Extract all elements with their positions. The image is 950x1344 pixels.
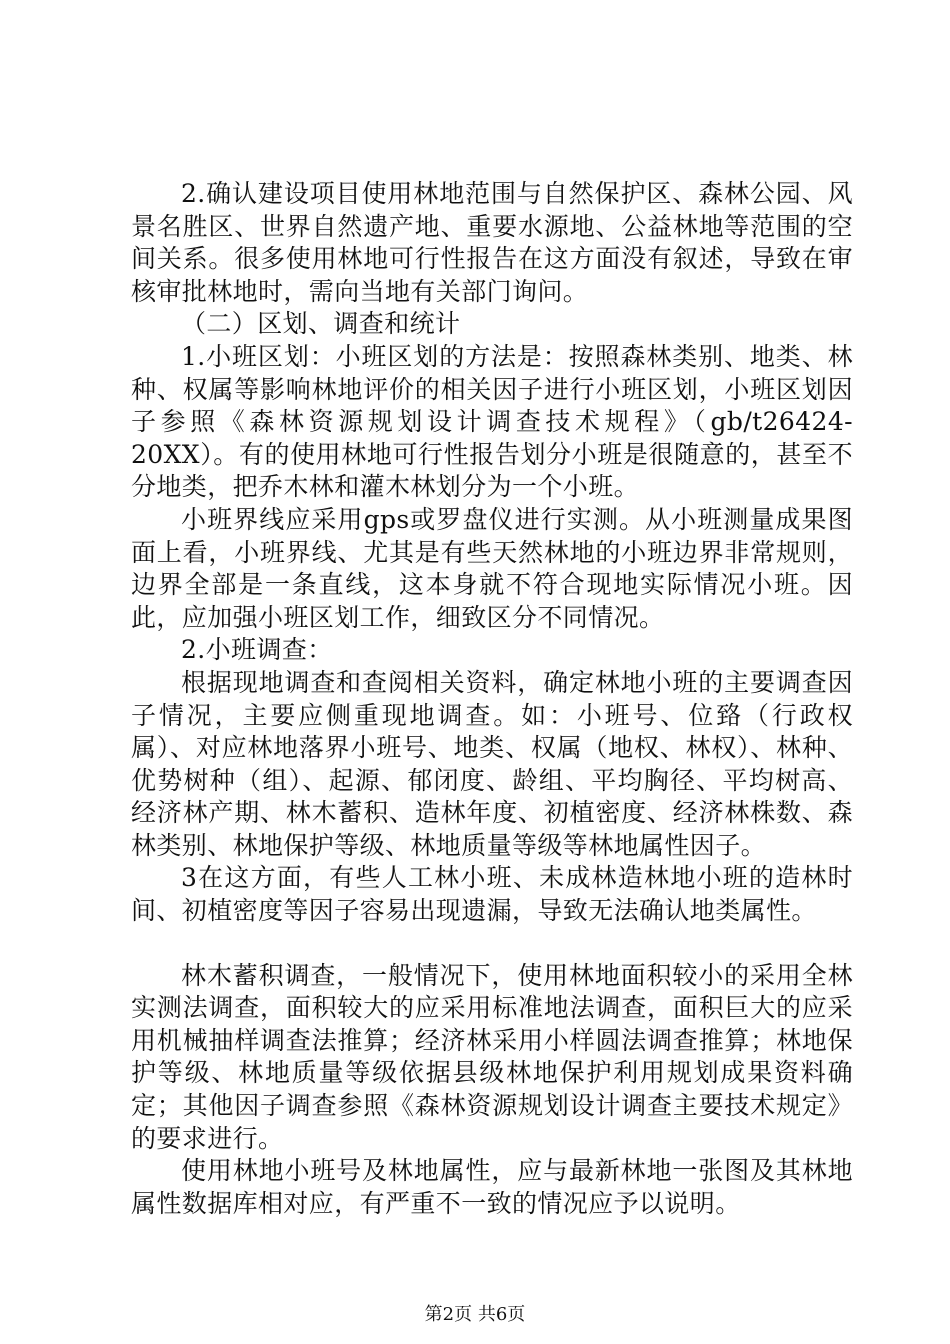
page-number-footer: 第2页 共6页 [424,1304,526,1325]
paragraph-boundary-survey: 小班界线应采用gps或罗盘仪进行实测。从小班测量成果图面上看，小班界线、尤其是有些天然林地的小班边界非常规则，边界全部是一条直线，这本身就不符合现地实际情况小班。因此，应加强小班区划工作，细致区分不同情况。 [131,504,853,632]
document-body [131,178,853,1220]
paragraph-omissions: 3在这方面，有些人工林小班、未成林造林地小班的造林时间、初植密度等因子容易出现遗漏，导致无法确认地类属性。 [131,863,853,926]
paragraph-subcompartment-zoning: 1.小班区划：小班区划的方法是：按照森林类别、地类、林种、权属等影响林地评价的相关因子进行小班区划，小班区划因子参照《森林资源规划设计调查技术规程》（gb/t26424-20XX）。有的使用林地可行性报告划分小班是很随意的，甚至不分地类，把乔木林和灌木林划分为一个小班。 [131,341,853,502]
paragraph-volume-survey: 林木蓄积调查，一般情况下，使用林地面积较小的采用全林实测法调查，面积较大的应采用标准地法调查，面积巨大的应采用机械抽样调查法推算；经济林采用小样圆法调查推算；林地保护等级、林地质量等级依据县级林地保护利用规划成果资料确定；其他因子调查参照《森林资源规划设计调查主要技术规定》的要求进行。 [131,960,853,1153]
subheading-subcompartment-survey: 2.小班调查： [181,635,333,665]
paragraph-scope-relation: 2.确认建设项目使用林地范围与自然保护区、森林公园、风景名胜区、世界自然遗产地、重要水源地、公益林地等范围的空间关系。很多使用林地可行性报告在这方面没有叙述，导致在审核审批林地时，需向当地有关部门询问。 [131,179,853,306]
paragraph-database-match: 使用林地小班号及林地属性，应与最新林地一张图及其林地属性数据库相对应，有严重不一致的情况应予以说明。 [131,1156,853,1218]
paragraph-survey-factors: 根据现地调查和查阅相关资料，确定林地小班的主要调查因子情况，主要应侧重现地调查。如：小班号、位臵（行政权属）、对应林地落界小班号、地类、权属（地权、林权）、林种、优势树种（组）、起源、郁闭度、龄组、平均胸径、平均树高、经济林产期、林木蓄积、造林年度、初植密度、经济林株数、森林类别、林地保护等级、林地质量等级等林地属性因子。 [131,667,853,860]
section-heading-zoning: （二）区划、调查和统计 [181,309,461,339]
